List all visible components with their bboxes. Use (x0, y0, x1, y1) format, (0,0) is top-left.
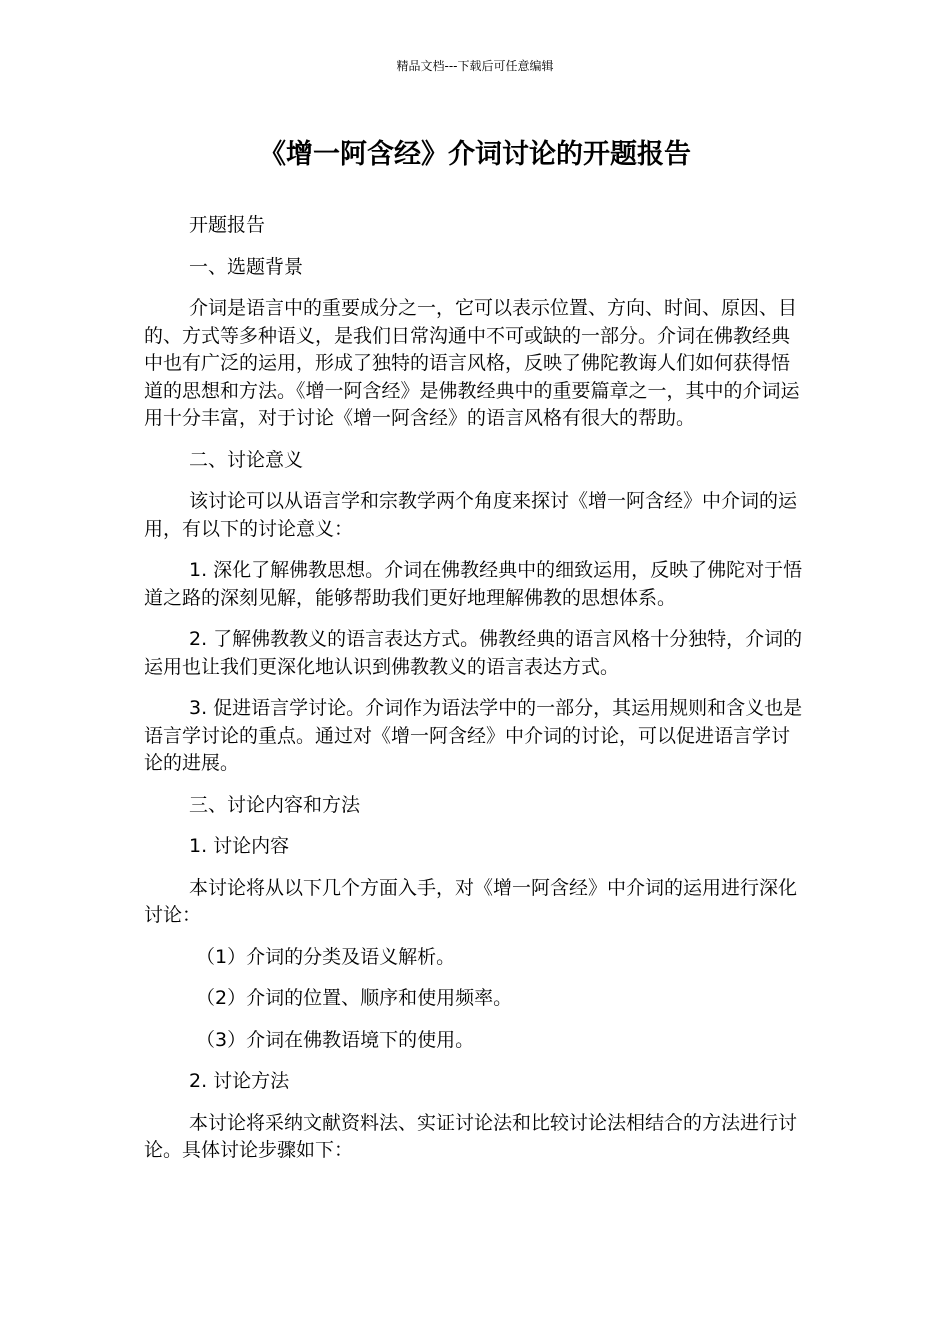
paragraph-significance-intro: 该讨论可以从语言学和宗教学两个角度来探讨《增一阿含经》中介词的运用，有以下的讨论意义： (144, 490, 798, 540)
list-item-content-1: （1）介词的分类及语义解析。 (196, 945, 456, 968)
section-heading-content-method: 三、讨论内容和方法 (189, 793, 361, 816)
paragraph-background: 介词是语言中的重要成分之一，它可以表示位置、方向、时间、原因、目的、方式等多种语义，是我们日常沟通中不可或缺的一部分。介词在佛教经典中也有广泛的运用，形成了独特的语言风格，反映了佛陀教诲人们如何获得悟道的思想和方法。《增一阿含经》是佛教经典中的重要篇章之一，其中的介词运用十分丰富，对于讨论《增一阿含经》的语言风格有很大的帮助。 (144, 297, 800, 429)
header-note: 精品文档---下载后可任意编辑 (396, 59, 554, 73)
list-item-significance-2: 2. 了解佛教教义的语言表达方式。佛教经典的语言风格十分独特，介词的运用也让我们更深化地认识到佛教教义的语言表达方式。 (144, 628, 803, 678)
list-item-content-2: （2）介词的位置、顺序和使用频率。 (196, 987, 513, 1009)
paragraph-method: 本讨论将采纳文献资料法、实证讨论法和比较讨论法相结合的方法进行讨论。具体讨论步骤如下： (144, 1111, 798, 1161)
document-title: 《增一阿含经》介词讨论的开题报告 (259, 139, 691, 170)
section-heading-significance: 二、讨论意义 (189, 448, 304, 471)
paragraph-content-intro: 本讨论将从以下几个方面入手，对《增一阿含经》中介词的运用进行深化讨论： (144, 876, 798, 926)
section-label: 开题报告 (189, 214, 266, 236)
list-item-significance-1: 1. 深化了解佛教思想。介词在佛教经典中的细致运用，反映了佛陀对于悟道之路的深刻见解，能够帮助我们更好地理解佛教的思想体系。 (144, 559, 803, 609)
subheading-content: 1. 讨论内容 (189, 835, 290, 857)
list-item-content-3: （3）介词在佛教语境下的使用。 (196, 1028, 475, 1051)
subheading-method: 2. 讨论方法 (189, 1070, 290, 1092)
list-item-significance-3: 3. 促进语言学讨论。介词作为语法学中的一部分，其运用规则和含义也是语言学讨论的重点。通过对《增一阿含经》中介词的讨论，可以促进语言学讨论的进展。 (144, 697, 803, 774)
document-body (144, 212, 804, 1179)
section-heading-background: 一、选题背景 (189, 255, 304, 278)
